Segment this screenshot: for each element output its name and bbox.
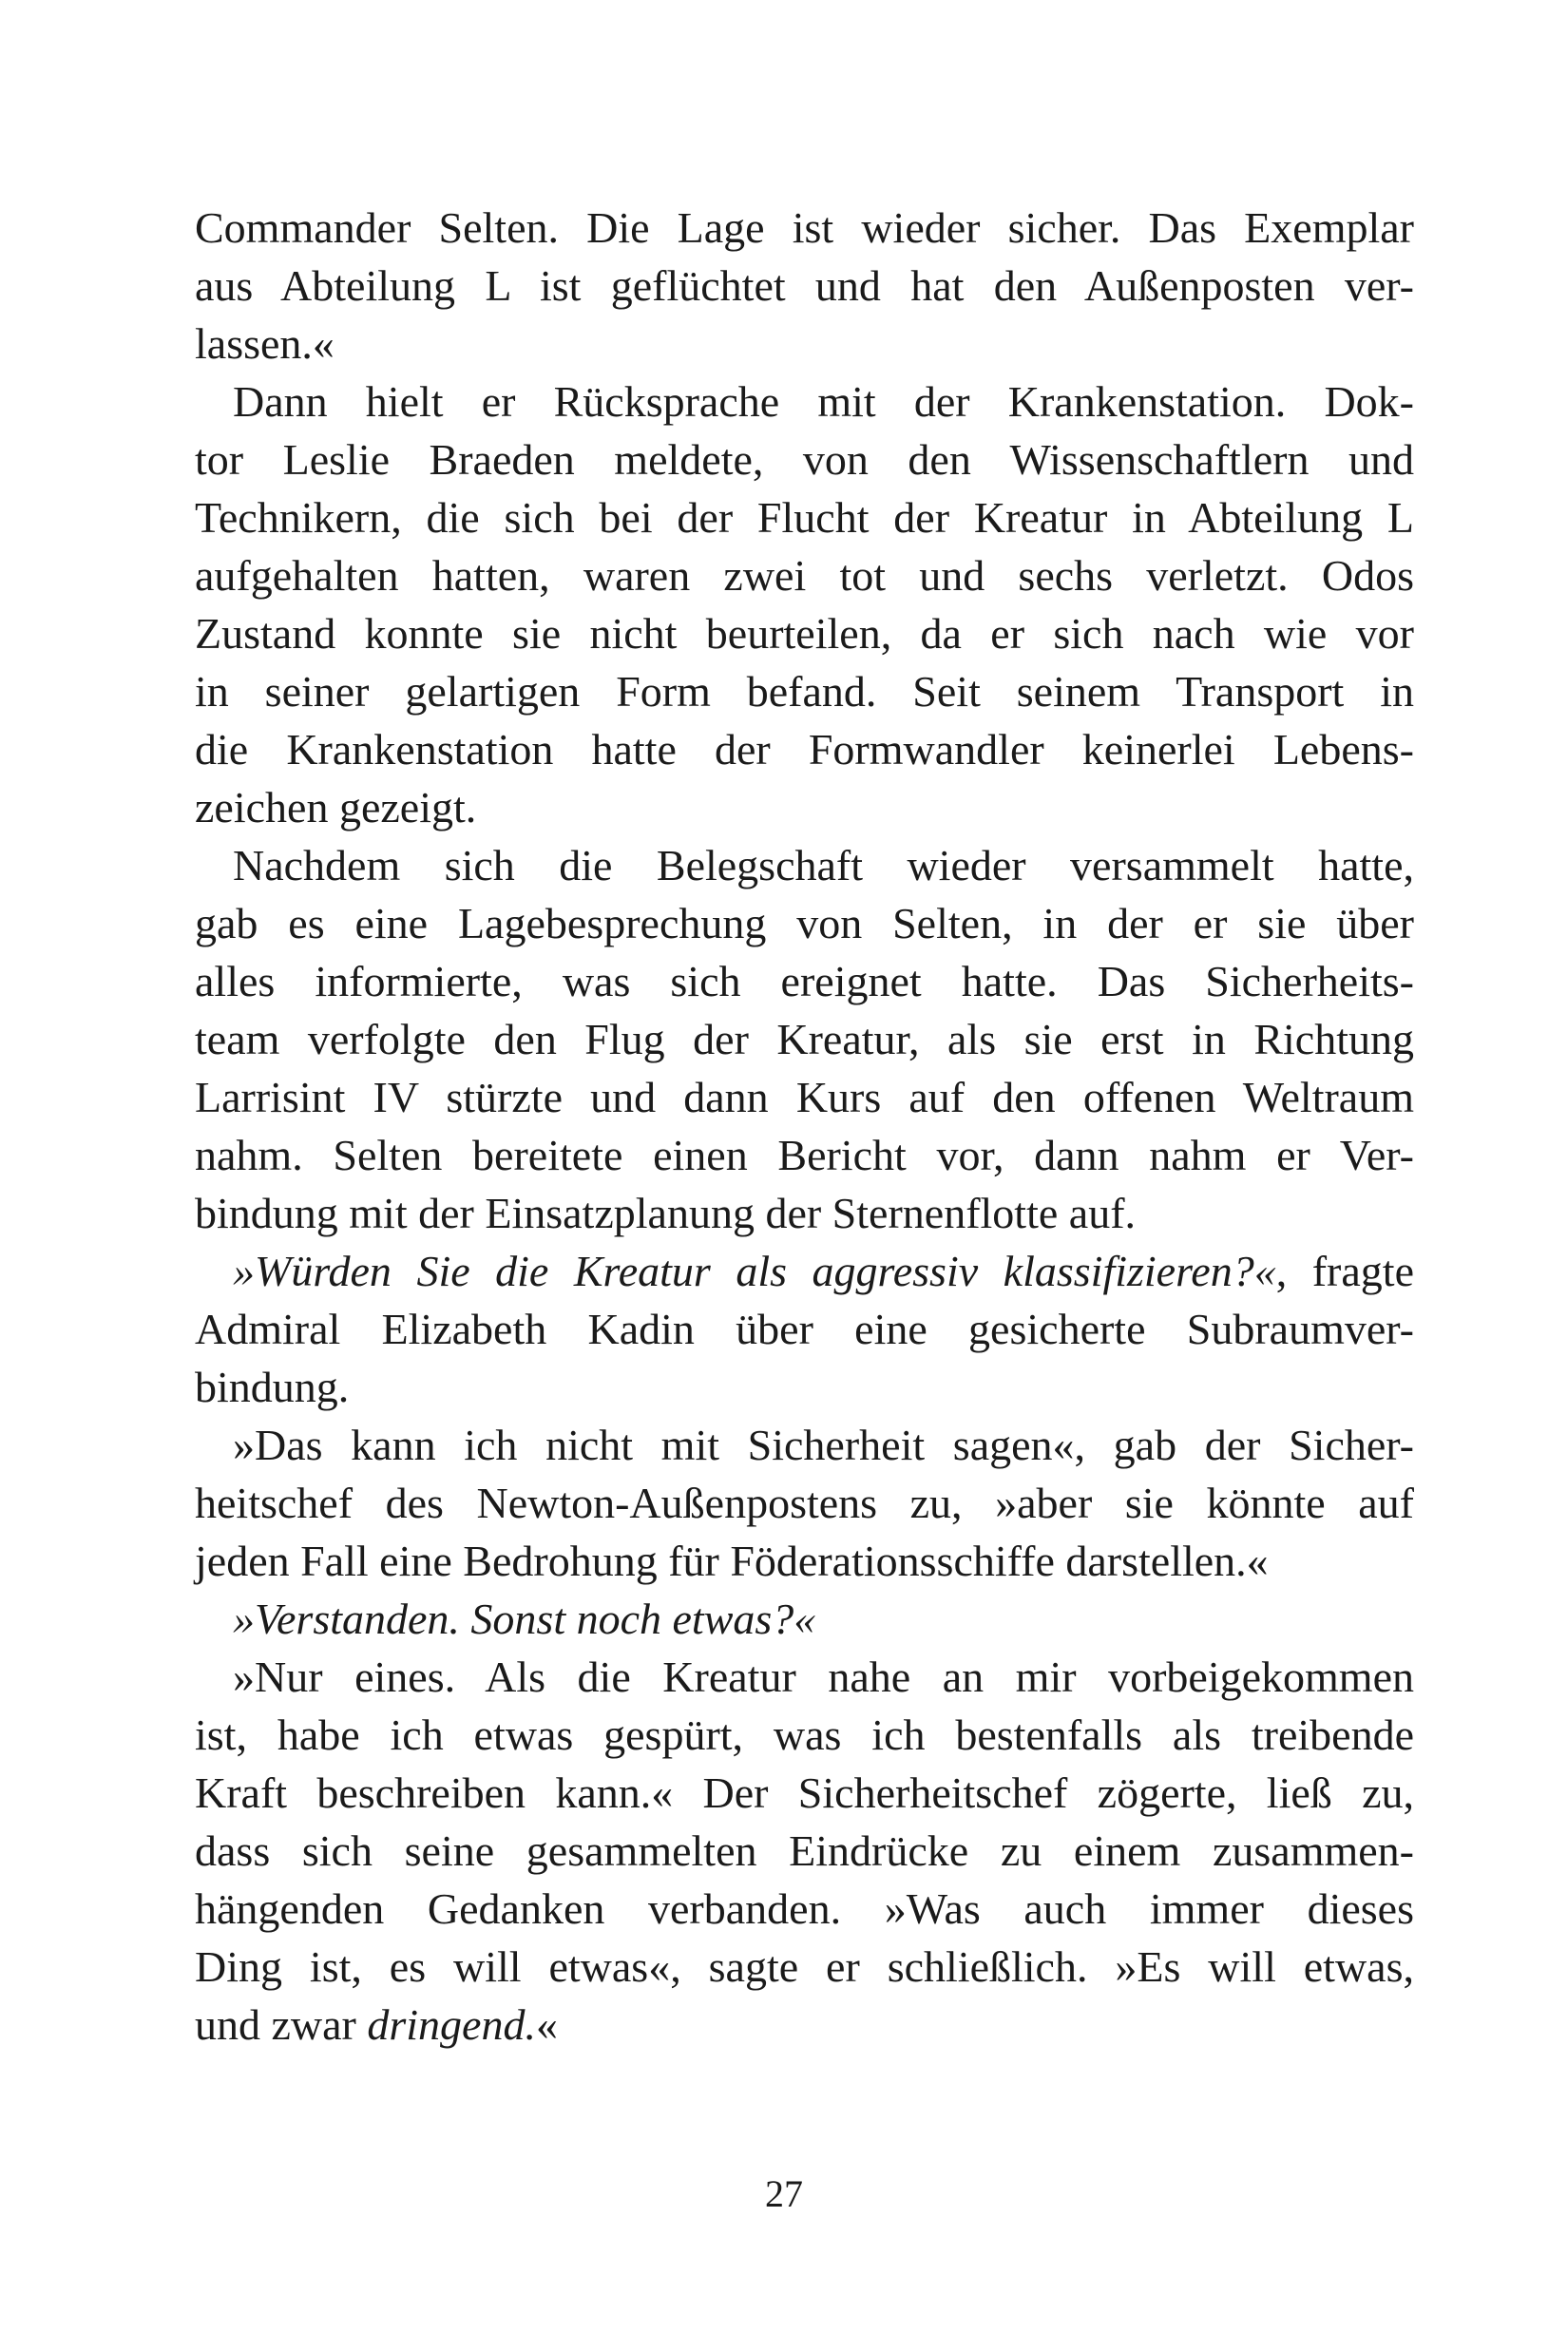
page-number: 27 — [765, 2172, 803, 2215]
text-line — [195, 778, 1414, 836]
text-run: nahm. Selten bereitete einen Bericht vor, dann nahm er Ver- — [195, 1131, 1414, 1179]
text-line — [195, 1474, 1414, 1532]
text-run: Commander Selten. Die Lage ist wieder sicher. Das Exemplar — [195, 203, 1414, 252]
text-line — [195, 1184, 1414, 1242]
paragraph — [195, 1648, 1414, 2054]
text-line — [195, 894, 1414, 952]
text-run: Larrisint IV stürzte und dann Kurs auf den offenen Weltraum — [195, 1073, 1414, 1121]
text-run: hängenden Gedanken verbanden. »Was auch immer dieses — [195, 1884, 1414, 1933]
text-line — [195, 952, 1414, 1010]
text-line — [195, 1010, 1414, 1068]
text-line — [195, 1300, 1414, 1358]
italic-text: dringend. — [367, 2000, 536, 2049]
text-run: Admiral Elizabeth Kadin über eine gesicherte Subraumver- — [195, 1305, 1414, 1353]
text-run: heitschef des Newton-Außenpostens zu, »aber sie könnte auf — [195, 1479, 1414, 1527]
body-text — [195, 199, 1414, 2054]
text-run: Zustand konnte sie nicht beurteilen, da er sich nach wie vor — [195, 609, 1414, 658]
text-line — [195, 1068, 1414, 1126]
text-run: »Nur eines. Als die Kreatur nahe an mir vorbeigekommen — [233, 1653, 1414, 1701]
text-run: dass sich seine gesammelten Eindrücke zu einem zusammen- — [195, 1826, 1414, 1875]
text-line — [195, 1822, 1414, 1880]
text-line — [195, 1938, 1414, 1996]
text-run: Dann hielt er Rücksprache mit der Krankenstation. Dok- — [233, 377, 1414, 426]
text-line — [195, 836, 1414, 894]
text-run: aufgehalten hatten, waren zwei tot und sechs verletzt. Odos — [195, 551, 1414, 600]
text-run: bindung. — [195, 1363, 350, 1411]
text-line — [195, 1648, 1414, 1706]
text-run: « — [535, 2000, 558, 2049]
text-run: ist, habe ich etwas gespürt, was ich bestenfalls als treibende — [195, 1711, 1414, 1759]
text-line — [195, 662, 1414, 720]
text-line — [195, 1706, 1414, 1764]
text-run: , fragte — [1275, 1247, 1414, 1295]
text-line — [195, 1126, 1414, 1184]
text-line — [195, 720, 1414, 778]
text-run: Nachdem sich die Belegschaft wieder versammelt hatte, — [233, 841, 1414, 889]
text-run: gab es eine Lagebesprechung von Selten, in der er sie über — [195, 899, 1414, 947]
paragraph — [195, 836, 1414, 1242]
text-line — [195, 430, 1414, 488]
text-line — [195, 257, 1414, 315]
text-line — [195, 1880, 1414, 1938]
text-line — [195, 488, 1414, 546]
text-run: und zwar — [195, 2000, 368, 2049]
paragraph — [195, 1416, 1414, 1590]
text-line — [195, 1764, 1414, 1822]
text-line — [195, 1358, 1414, 1416]
text-line — [195, 1416, 1414, 1474]
text-run: Technikern, die sich bei der Flucht der Kreatur in Abteilung L — [195, 493, 1414, 542]
paragraph — [195, 373, 1414, 836]
italic-text: »Würden Sie die Kreatur als aggressiv klassifizieren?« — [233, 1247, 1276, 1295]
text-line — [195, 373, 1414, 430]
text-run: lassen.« — [195, 319, 335, 368]
text-line — [195, 1242, 1414, 1300]
text-run: team verfolgte den Flug der Kreatur, als sie erst in Richtung — [195, 1015, 1414, 1063]
text-run: Kraft beschreiben kann.« Der Sicherheitschef zögerte, ließ zu, — [195, 1768, 1414, 1817]
paragraph — [195, 199, 1414, 373]
text-line — [195, 1590, 1414, 1648]
text-run: »Das kann ich nicht mit Sicherheit sagen«, gab der Sicher- — [233, 1421, 1414, 1469]
text-run: in seiner gelartigen Form befand. Seit seinem Transport in — [195, 667, 1414, 716]
text-line — [195, 546, 1414, 604]
text-line — [195, 1532, 1414, 1590]
text-run: bindung mit der Einsatzplanung der Sternenflotte auf. — [195, 1189, 1137, 1237]
text-line — [195, 199, 1414, 257]
text-run: tor Leslie Braeden meldete, von den Wissenschaftlern und — [195, 435, 1414, 484]
text-line — [195, 1996, 1414, 2054]
text-line — [195, 315, 1414, 373]
text-run: jeden Fall eine Bedrohung für Föderationsschiffe darstellen.« — [195, 1537, 1269, 1585]
text-run: zeichen gezeigt. — [195, 783, 477, 831]
text-run: Ding ist, es will etwas«, sagte er schließlich. »Es will etwas, — [195, 1942, 1414, 1991]
text-line — [195, 604, 1414, 662]
paragraph — [195, 1242, 1414, 1416]
text-run: alles informierte, was sich ereignet hatte. Das Sicherheits- — [195, 957, 1414, 1005]
text-run: aus Abteilung L ist geflüchtet und hat den Außenposten ver- — [195, 261, 1414, 310]
italic-text: »Verstanden. Sonst noch etwas?« — [233, 1595, 816, 1643]
paragraph — [195, 1590, 1414, 1648]
text-run: die Krankenstation hatte der Formwandler keinerlei Lebens- — [195, 725, 1414, 774]
